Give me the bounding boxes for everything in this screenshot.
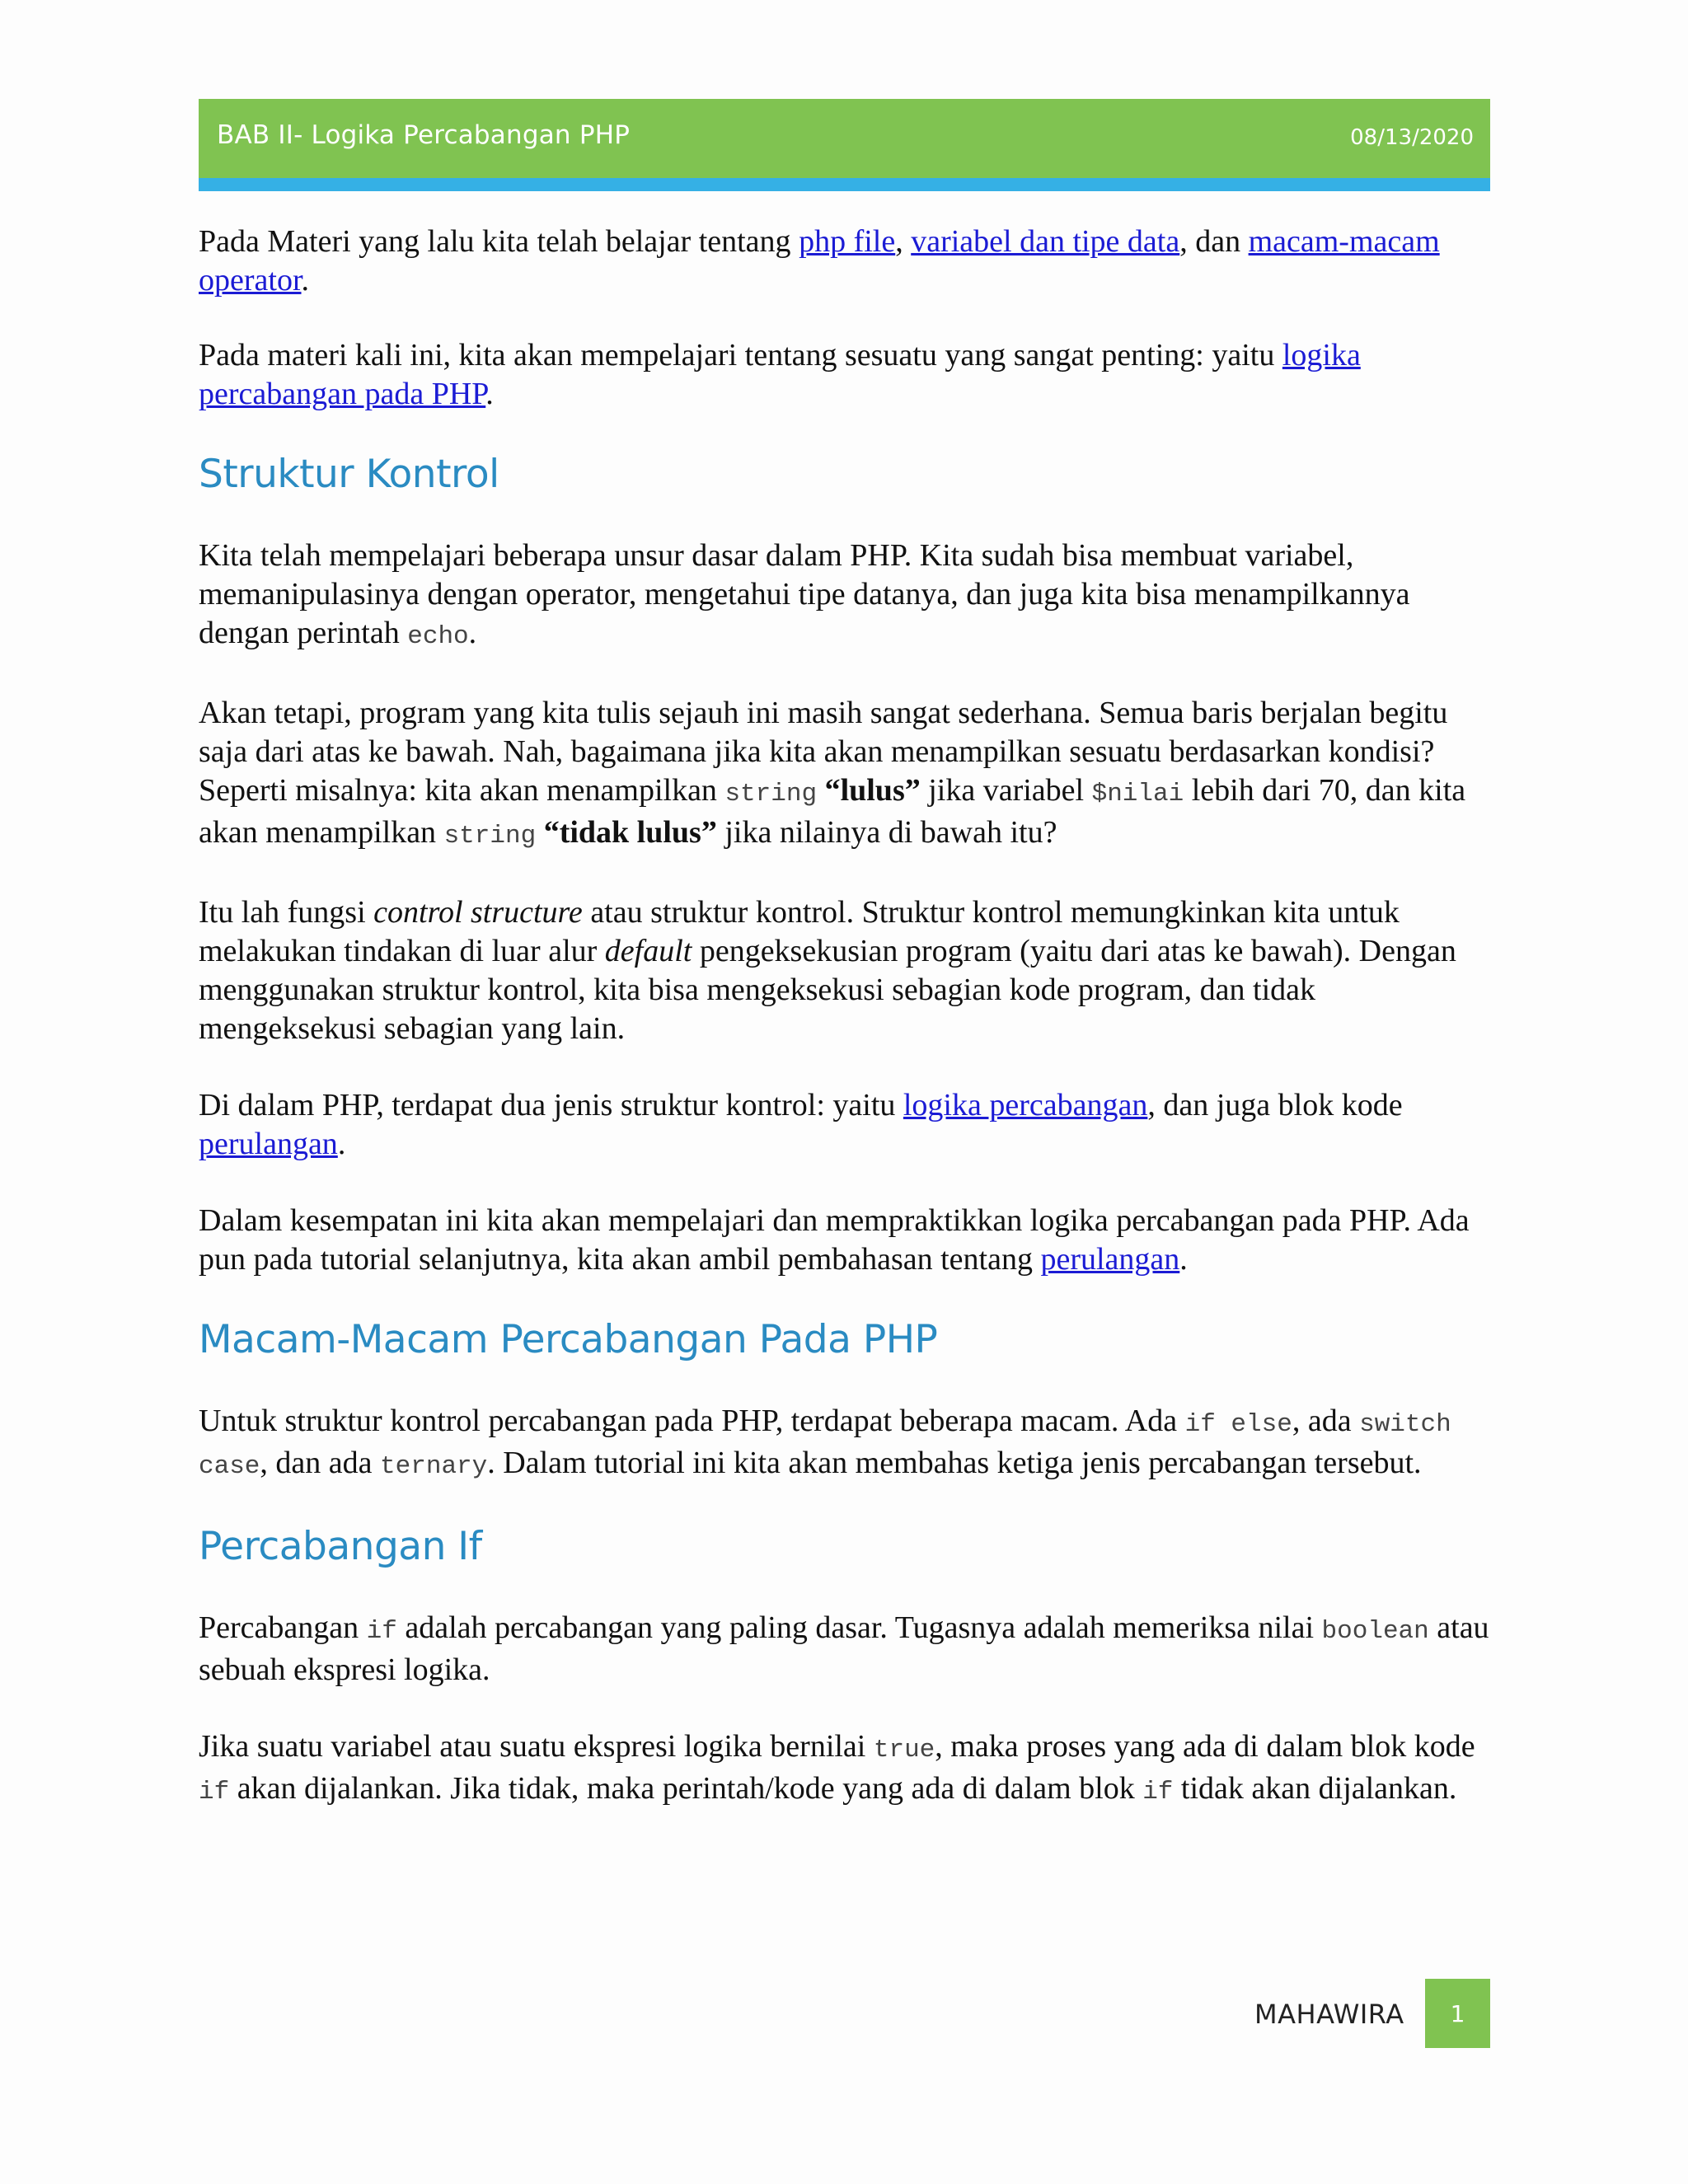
text: lebih dari 70, dan kita akan menampilkan bbox=[199, 773, 1466, 850]
text: . bbox=[485, 377, 494, 411]
macam-paragraph-1 bbox=[199, 1402, 1497, 1486]
link-perulangan-2[interactable]: perulangan bbox=[1040, 1242, 1180, 1277]
heading-percabangan-if: Percabangan If bbox=[199, 1524, 482, 1569]
header-title: BAB II- Logika Percabangan PHP bbox=[217, 120, 631, 150]
text: Di dalam PHP, terdapat dua jenis struktur kontrol: yaitu bbox=[199, 1088, 903, 1122]
code-if-else: if else bbox=[1184, 1410, 1292, 1439]
struktur-paragraph-1 bbox=[199, 537, 1497, 656]
intro-paragraph-1 bbox=[199, 223, 1497, 300]
link-php-file[interactable]: php file bbox=[799, 224, 896, 259]
text: , dan ada bbox=[260, 1446, 381, 1480]
code-string: string bbox=[724, 780, 818, 808]
page-number-badge bbox=[1425, 1979, 1490, 2048]
page-number: 1 bbox=[1450, 1999, 1465, 2027]
text: . bbox=[1179, 1242, 1188, 1277]
code-if: if bbox=[1142, 1778, 1174, 1807]
link-logika-percabangan[interactable]: logika percabangan bbox=[903, 1088, 1148, 1122]
italic-default: default bbox=[604, 934, 692, 968]
struktur-paragraph-3 bbox=[199, 893, 1497, 1048]
code-ternary: ternary bbox=[380, 1452, 488, 1481]
struktur-paragraph-4 bbox=[199, 1086, 1497, 1164]
footer-author: MAHAWIRA bbox=[1254, 1999, 1404, 2030]
text: . Dalam tutorial ini kita akan membahas ketiga jenis percabangan tersebut. bbox=[487, 1446, 1422, 1480]
italic-control-structure: control structure bbox=[373, 895, 583, 930]
text: , dan juga blok kode bbox=[1147, 1088, 1403, 1122]
header-date: 08/13/2020 bbox=[1350, 125, 1474, 150]
heading-struktur-kontrol: Struktur Kontrol bbox=[199, 452, 499, 497]
struktur-paragraph-2 bbox=[199, 694, 1497, 855]
code-nilai: $nilai bbox=[1091, 780, 1184, 808]
text: , ada bbox=[1292, 1404, 1360, 1438]
text: atau sebuah ekspresi logika. bbox=[199, 1610, 1489, 1687]
code-if: if bbox=[366, 1617, 397, 1646]
text: akan dijalankan. Jika tidak, maka perintah/kode yang ada di dalam blok bbox=[229, 1771, 1143, 1806]
text: , maka proses yang ada di dalam blok kode bbox=[935, 1729, 1475, 1764]
text: Untuk struktur kontrol percabangan pada PHP, terdapat beberapa macam. Ada bbox=[199, 1404, 1185, 1438]
text: , dan bbox=[1179, 224, 1249, 259]
header-bar bbox=[199, 99, 1490, 178]
text: Jika suatu variabel atau suatu ekspresi logika bernilai bbox=[199, 1729, 874, 1764]
link-variabel-tipe-data[interactable]: variabel dan tipe data bbox=[911, 224, 1180, 259]
code-echo: echo bbox=[407, 622, 469, 651]
text: atau struktur kontrol. Struktur kontrol memungkinkan kita untuk melakukan tindakan di luar alur bbox=[199, 895, 1400, 968]
page-header bbox=[199, 99, 1490, 191]
if-paragraph-1 bbox=[199, 1609, 1497, 1690]
bold-tidak-lulus: “tidak lulus” bbox=[543, 815, 717, 850]
bold-lulus: “lulus” bbox=[824, 773, 921, 808]
text: Percabangan bbox=[199, 1610, 367, 1645]
struktur-paragraph-5 bbox=[199, 1202, 1497, 1279]
text: pengeksekusian program (yaitu dari atas ke bawah). Dengan menggunakan struktur kontrol, kita bisa mengeksekusi sebagian kode program, dan tidak mengeksekusi sebagian yang lain. bbox=[199, 934, 1456, 1046]
text: . bbox=[468, 616, 477, 650]
heading-macam-percabangan: Macam-Macam Percabangan Pada PHP bbox=[199, 1317, 938, 1362]
header-accent-line bbox=[199, 178, 1490, 191]
text: Kita telah mempelajari beberapa unsur dasar dalam PHP. Kita sudah bisa membuat variabel, memanipulasinya dengan operator, mengetahui tipe datanya, dan juga kita bisa menampilkannya dengan perintah bbox=[199, 538, 1410, 650]
text: tidak akan dijalankan. bbox=[1173, 1771, 1457, 1806]
code-true: true bbox=[873, 1736, 935, 1765]
text: , bbox=[895, 224, 912, 259]
text: . bbox=[301, 263, 310, 298]
document-body bbox=[199, 223, 1497, 1849]
text: Akan tetapi, program yang kita tulis sejauh ini masih sangat sederhana. Semua baris berjalan begitu saja dari atas ke bawah. Nah, bagaimana jika kita akan menampilkan sesuatu berdasarkan kondisi? Seperti misalnya: kita akan menampilkan bbox=[199, 696, 1448, 808]
text: Dalam kesempatan ini kita akan mempelajari dan mempraktikkan logika percabangan pada PHP. Ada pun pada tutorial selanjutnya, kita akan ambil pembahasan tentang bbox=[199, 1203, 1470, 1277]
text: Itu lah fungsi bbox=[199, 895, 374, 930]
text: adalah percabangan yang paling dasar. Tugasnya adalah memeriksa nilai bbox=[396, 1610, 1322, 1645]
text: Pada materi kali ini, kita akan mempelajari tentang sesuatu yang sangat penting: yaitu bbox=[199, 338, 1282, 373]
text: Pada Materi yang lalu kita telah belajar tentang bbox=[199, 224, 799, 259]
code-switch-case: switch case bbox=[199, 1410, 1451, 1481]
if-paragraph-2 bbox=[199, 1727, 1497, 1811]
link-perulangan[interactable]: perulangan bbox=[199, 1127, 338, 1161]
code-boolean: boolean bbox=[1321, 1617, 1429, 1646]
link-macam-operator[interactable]: macam-macam operator bbox=[199, 224, 1440, 298]
code-string: string bbox=[443, 822, 537, 851]
text: jika variabel bbox=[920, 773, 1092, 808]
link-logika-percabangan-php[interactable]: logika percabangan pada PHP bbox=[199, 338, 1361, 411]
text: . bbox=[337, 1127, 346, 1161]
code-if: if bbox=[199, 1778, 230, 1807]
text: jika nilainya di bawah itu? bbox=[716, 815, 1057, 850]
intro-paragraph-2 bbox=[199, 336, 1497, 414]
